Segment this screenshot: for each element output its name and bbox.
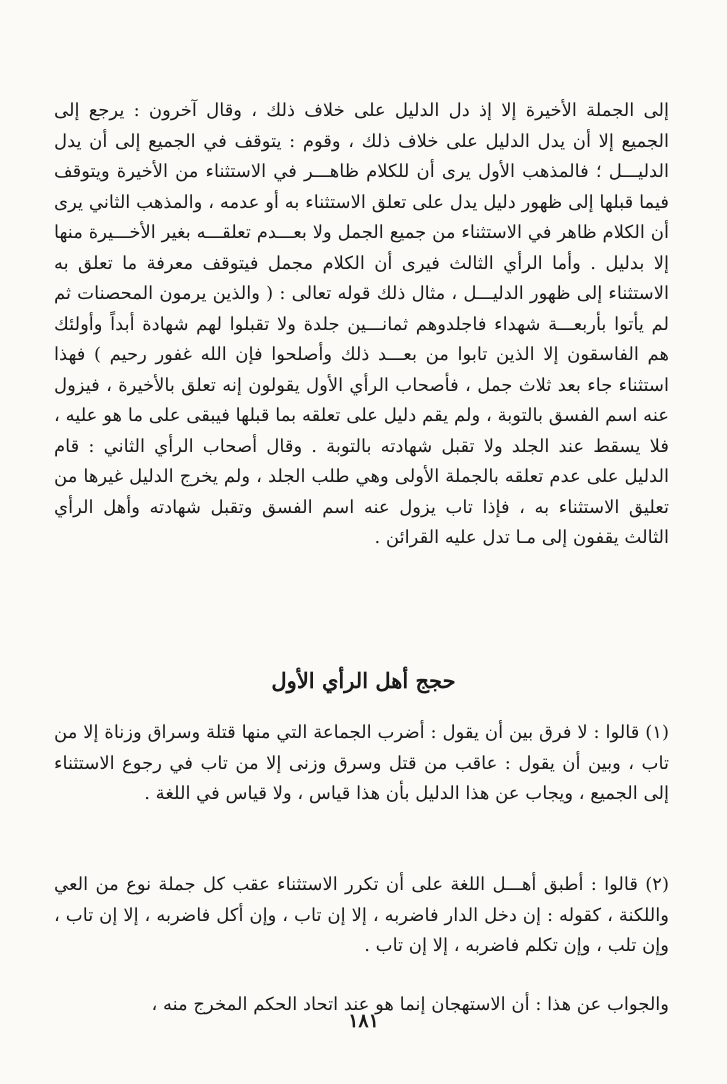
argument-paragraph-2: (٢) قالوا : أطبق أهـــل اللغة على أن تكرر الاستثناء عقب كل جملة نوع من العي واللكنة ، كقوله : إن دخل الدار فاضربه ، إلا إن تاب ، وإن أكل فاضربه ، إلا إن تاب ، وإن تلب ، وإن تكلم فاضربه ، إلا إن تاب . — [54, 874, 669, 956]
body-paragraph: إلى الجملة الأخيرة إلا إذ دل الدليل على خلاف ذلك ، وقال آخرون : يرجع إلى الجميع إلا أن يدل الدليل على خلاف ذلك ، وقوم : يتوقف في الجميع إلى أن يدل الدليـــل ؛ فالمذهب الأول يرى أن للكلام ظاهـــر في الاستثناء من الأخيرة ويتوقف فيما قبلها إلى ظهور دليل يدل على تعلق الاستثناء به أو عدمه ، والمذهب الثاني يرى أن الكلام ظاهر في الاستثناء من جميع الجمل ولا بعـــدم تعلقـــه بغير الأخـــيرة منها إلا بدليل . وأما الرأي الثالث فيرى أن الكلام مجمل فيتوقف معرفة ما تعلق به الاستثناء إلى ظهور الدليـــل ، مثال ذلك قوله تعالى : ( والذين يرمون المحصنات ثم لم يأتوا بأربعـــة شهداء فاجلدوهم ثمانـــين جلدة ولا تقبلوا لهم شهادة أبداً وأولئك هم الفاسقون إلا الذين تابوا من بعـــد ذلك وأصلحوا فإن الله غفور رحيم ) فهذا استثناء جاء بعد ثلاث جمل ، فأصحاب الرأي الأول يقولون إنه تعلق بالأخيرة ، فيزول عنه اسم الفسق بالتوبة ، ولم يقم دليل على تعلقه بما قبلها فيبقى على ما هو عليه ، فلا يسقط عند الجلد ولا تقبل شهادته بالتوبة . وقال أصحاب الرأي الثاني : قام الدليل على عدم تعلقه بالجملة الأولى وهي طلب الجلد ، ولم يخرج الدليل غيرها من تعليق الاستثناء به ، فإذا تاب يزول عنه اسم الفسق وتقبل شهادته وأهل الرأي الثالث يقفون إلى مـا تدل عليه القرائن . — [54, 100, 669, 548]
page-number: ١٨١ — [348, 1010, 379, 1032]
section-heading: حجج أهل الرأي الأول — [271, 668, 456, 693]
argument-paragraph-1: (١) قالوا : لا فرق بين أن يقول : أضرب الجماعة التي منها قتلة وسراق وزناة إلا من تاب ، وبين أن يقول : عاقب من قتل وسرق وزنى إلا من تاب في رجوع الاستثناء إلى الجميع ، ويجاب عن هذا الدليل بأن هذا قياس ، ولا قياس في اللغة . — [54, 722, 669, 804]
answer-paragraph: والجواب عن هذا : أن الاستهجان إنما هو عند اتحاد الحكم المخرج منه ، — [151, 994, 669, 1015]
